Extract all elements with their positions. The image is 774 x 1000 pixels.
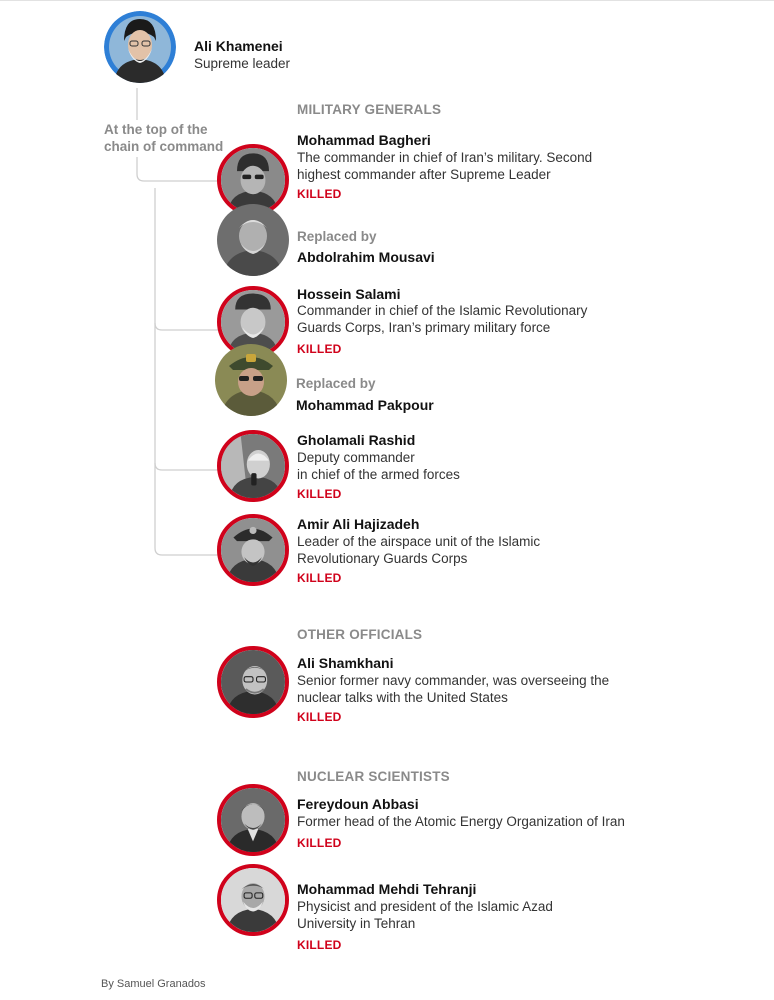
salami-name: Hossein Salami (297, 286, 401, 302)
pakpour-name: Mohammad Pakpour (296, 397, 434, 413)
tehranji-status-badge: KILLED (297, 938, 342, 952)
rashid-description-line2: in chief of the armed forces (297, 467, 460, 482)
mousavi-portrait-icon (217, 204, 289, 276)
byline-credit: By Samuel Granados (101, 978, 206, 990)
connector-to-bagheri (137, 157, 220, 181)
hajizadeh-avatar (217, 514, 289, 586)
mousavi-avatar (217, 204, 289, 276)
tehranji-name: Mohammad Mehdi Tehranji (297, 881, 477, 897)
rashid-avatar (217, 430, 289, 502)
tehranji-description: Physicist and president of the Islamic Azad University in Tehran (297, 899, 553, 931)
mousavi-replaced-label: Replaced by (297, 229, 377, 244)
leader-avatar (104, 11, 176, 83)
tehranji-portrait-icon (221, 868, 285, 932)
section-nuclear-scientists: NUCLEAR SCIENTISTS (297, 769, 450, 784)
abbasi-description: Former head of the Atomic Energy Organization of Iran (297, 814, 625, 829)
hajizadeh-status-badge: KILLED (297, 571, 342, 585)
rashid-portrait-icon (221, 434, 285, 498)
shamkhani-description: Senior former navy commander, was overseeing the nuclear talks with the United States (297, 673, 610, 705)
hajizadeh-portrait-icon (221, 518, 285, 582)
rashid-description-line1: Deputy commander (297, 450, 415, 465)
section-military-generals: MILITARY GENERALS (297, 102, 442, 117)
salami-description: Commander in chief of the Islamic Revolutionary Guards Corps, Iran’s primary military force (297, 303, 588, 335)
connector-to-rashid (155, 463, 220, 470)
salami-status-badge: KILLED (297, 342, 342, 356)
connector-trunk (155, 188, 220, 555)
shamkhani-avatar (217, 646, 289, 718)
chain-of-command-note: At the top of the chain of command (104, 122, 224, 154)
pakpour-avatar (215, 344, 287, 416)
tehranji-avatar (217, 864, 289, 936)
leader-role: Supreme leader (194, 56, 291, 71)
bagheri-name: Mohammad Bagheri (297, 132, 431, 148)
shamkhani-portrait-icon (221, 650, 285, 714)
hajizadeh-name: Amir Ali Hajizadeh (297, 516, 420, 532)
bagheri-portrait-icon (221, 148, 285, 212)
connector-to-salami (155, 323, 220, 330)
abbasi-name: Fereydoun Abbasi (297, 796, 419, 812)
abbasi-portrait-icon (221, 788, 285, 852)
pakpour-replaced-label: Replaced by (296, 376, 376, 391)
bagheri-description: The commander in chief of Iran’s military. Second highest commander after Supreme Leader (297, 150, 593, 182)
bagheri-status-badge: KILLED (297, 187, 342, 201)
shamkhani-name: Ali Shamkhani (297, 655, 394, 671)
hajizadeh-description: Leader of the airspace unit of the Islamic Revolutionary Guards Corps (297, 534, 541, 566)
rashid-status-badge: KILLED (297, 487, 342, 501)
abbasi-avatar (217, 784, 289, 856)
mousavi-name: Abdolrahim Mousavi (297, 249, 435, 265)
leader-portrait-icon (104, 11, 176, 83)
leader-name: Ali Khamenei (194, 38, 283, 54)
pakpour-portrait-icon (215, 344, 287, 416)
section-other-officials: OTHER OFFICIALS (297, 627, 423, 642)
shamkhani-status-badge: KILLED (297, 710, 342, 724)
abbasi-status-badge: KILLED (297, 836, 342, 850)
rashid-name: Gholamali Rashid (297, 432, 416, 448)
